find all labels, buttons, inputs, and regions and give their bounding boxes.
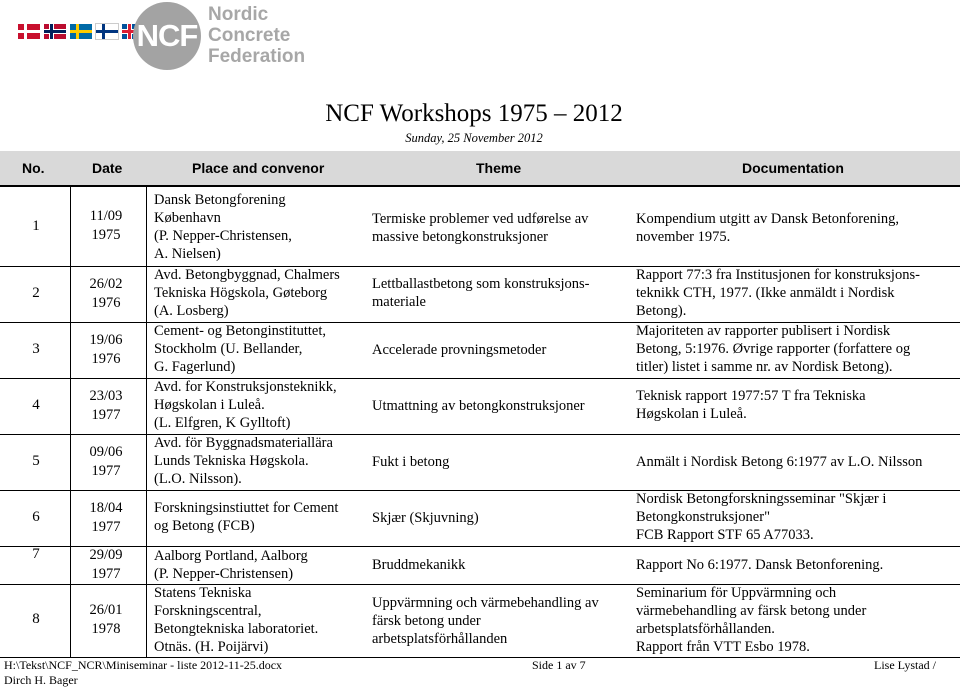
header-theme: Theme: [476, 160, 522, 176]
row-place: Statens Tekniska Forskningscentral, Betongtekniska laboratoriet. Otnäs. (H. Poijärvi): [154, 585, 319, 655]
row-no: 3: [32, 341, 40, 357]
row-theme: Fukt i betong: [372, 454, 450, 470]
row-documentation: Rapport 77:3 fra Institusjonen for konstruksjons- teknikk CTH, 1977. (Ikke anmäldt i Nordisk Betong).: [636, 267, 920, 319]
row-place: Cement- og Betonginstituttet, Stockholm (U. Bellander, G. Fagerlund): [154, 323, 326, 375]
logo-line-1: Nordic: [208, 4, 269, 25]
row-theme: Termiske problemer ved udførelse av massive betongkonstruksjoner: [372, 211, 589, 245]
row-no: 4: [32, 397, 40, 413]
logo-line-2: Concrete: [208, 25, 291, 46]
column-divider: [146, 185, 147, 657]
footer-page: Side 1 av 7: [532, 658, 586, 672]
footer-author: Lise Lystad /: [874, 658, 936, 672]
row-documentation: Kompendium utgitt av Dansk Betonforening, november 1975.: [636, 211, 899, 245]
row-theme: Utmattning av betongkonstruksjoner: [372, 398, 585, 414]
row-theme: Bruddmekanikk: [372, 557, 466, 573]
row-place: Aalborg Portland, Aalborg (P. Nepper-Christensen): [154, 548, 308, 582]
row-date: 29/09 1977: [89, 547, 123, 582]
header-no: No.: [22, 160, 45, 176]
header-date: Date: [92, 160, 123, 176]
flag-finland-icon: [96, 24, 118, 39]
row-no: 1: [32, 218, 40, 234]
flag-denmark-icon: [18, 24, 40, 39]
row-documentation: Majoriteten av rapporter publisert i Nordisk Betong, 5:1976. Øvrige rapporter (forfattere og titler) listet i samme nr. av Nordisk Betong).: [636, 323, 911, 375]
ncf-logo-text: [208, 4, 305, 67]
row-place: Avd. for Konstruksjonsteknikk, Høgskolan i Luleå. (L. Elfgren, K Gylltoft): [154, 379, 337, 431]
table-header: [0, 151, 960, 187]
row-place: Avd. för Byggnadsmateriallära Lunds Tekniska Høgskola. (L.O. Nilsson).: [154, 435, 333, 487]
row-documentation: Rapport No 6:1977. Dansk Betonforening.: [636, 557, 884, 573]
flag-sweden-icon: [70, 24, 92, 39]
column-divider: [70, 185, 71, 657]
nordic-flags: [18, 24, 144, 39]
row-theme: Accelerade provningsmetoder: [372, 342, 547, 358]
row-documentation: Nordisk Betongforskningsseminar "Skjær i Betongkonstruksjoner" FCB Rapport STF 65 A77033.: [636, 491, 887, 543]
row-no: 7: [32, 546, 40, 562]
row-date: 26/01 1978: [89, 602, 123, 637]
footer-author-continued: Dirch H. Bager: [4, 673, 78, 687]
page-subtitle: Sunday, 25 November 2012: [405, 131, 543, 145]
row-divider: [0, 546, 960, 547]
flag-norway-icon: [44, 24, 66, 39]
footer-path: H:\Tekst\NCF_NCR\Miniseminar - liste 2012-11-25.docx: [4, 658, 283, 672]
row-date: 26/02 1976: [89, 276, 123, 311]
row-theme: Uppvärmning och värmebehandling av färsk betong under arbetsplatsförhållanden: [372, 595, 599, 647]
row-date: 19/06 1976: [89, 332, 123, 367]
row-divider: [0, 434, 960, 435]
row-documentation: Anmält i Nordisk Betong 6:1977 av L.O. Nilsson: [636, 454, 923, 470]
row-place: Dansk Betongforening København (P. Nepper-Christensen, A. Nielsen): [154, 192, 292, 262]
row-divider: [0, 378, 960, 379]
row-date: 23/03 1977: [89, 388, 123, 423]
row-theme: Skjær (Skjuvning): [372, 510, 479, 526]
row-documentation: Seminarium för Uppvärmning och värmebehandling av färsk betong under arbetsplatsförhållanden. Rapport från VTT Esbo 1978.: [636, 585, 867, 655]
row-date: 18/04 1977: [89, 500, 123, 535]
row-no: 5: [32, 453, 40, 469]
ncf-logo-mark: NCF: [133, 2, 201, 70]
row-place: Forskningsinstiuttet for Cement og Betong (FCB): [154, 500, 339, 534]
row-date: 09/06 1977: [89, 444, 123, 479]
row-no: 8: [32, 611, 40, 627]
logo-line-3: Federation: [208, 46, 306, 67]
row-no: 6: [32, 509, 40, 525]
row-theme: Lettballastbetong som konstruksjons- materiale: [372, 276, 590, 310]
row-documentation: Teknisk rapport 1977:57 T fra Tekniska Høgskolan i Luleå.: [636, 388, 866, 422]
row-place: Avd. Betongbyggnad, Chalmers Tekniska Högskola, Gøteborg (A. Losberg): [154, 267, 340, 319]
page-title: NCF Workshops 1975 – 2012: [325, 100, 623, 127]
row-no: 2: [32, 285, 40, 301]
row-date: 11/09 1975: [89, 208, 123, 243]
header-place: Place and convenor: [192, 160, 325, 176]
header-documentation: Documentation: [742, 160, 844, 176]
